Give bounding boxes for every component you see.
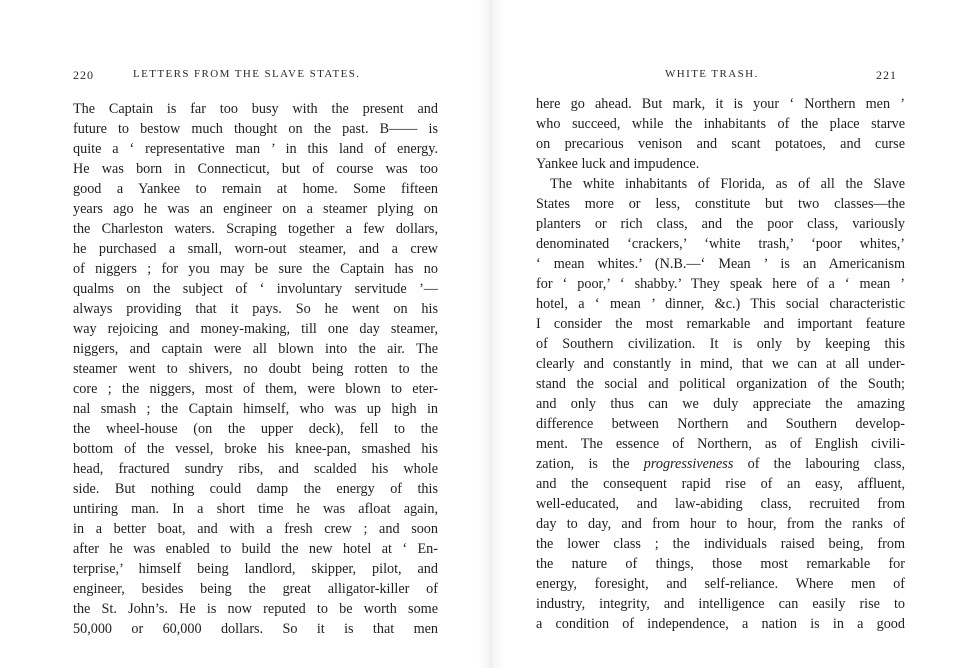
text-line: the nature of things, those most remarkable for: [536, 556, 905, 572]
text-line: he purchased a small, worn-out steamer, and a crew: [73, 241, 438, 257]
text-line: head, fractured sundry ribs, and scalded his whole: [73, 461, 438, 477]
right-running-head: WHITE TRASH.: [665, 68, 759, 80]
text-line: future to bestow much thought on the past. B—— is: [73, 121, 438, 137]
text-line: of Southern civilization. It is only by keeping this: [536, 336, 905, 352]
text-line: core ; the niggers, most of them, were blown to eter-: [73, 381, 438, 397]
text-line: clearly and constantly in mind, that we can at all under-: [536, 356, 905, 372]
right-page: [490, 0, 980, 668]
text-line: a condition of independence, a nation is in a good: [536, 616, 905, 632]
text-line: on precarious venison and scant potatoes, and curse: [536, 136, 905, 152]
text-line: qualms on the subject of ‘ involuntary servitude ’—: [73, 281, 438, 297]
text-line: of niggers ; for you may be sure the Captain has no: [73, 261, 438, 277]
text-line: after he was enabled to build the new hotel at ‘ En-: [73, 541, 438, 557]
text-line: the lower class ; the individuals raised being, from: [536, 536, 905, 552]
text-line: way rejoicing and money-making, till one day steamer,: [73, 321, 438, 337]
left-page-number: 220: [73, 68, 94, 82]
text-line: ment. The essence of Northern, as of English civili-: [536, 436, 905, 452]
left-running-head: LETTERS FROM THE SLAVE STATES.: [133, 68, 361, 80]
text-line: niggers, and captain were all blown into the air. The: [73, 341, 438, 357]
text-line: the Charleston waters. Scraping together a few dollars,: [73, 221, 438, 237]
right-page-body: [536, 94, 905, 634]
text-line: The Captain is far too busy with the present and: [73, 101, 438, 117]
text-line: untiring man. In a short time he was afloat again,: [73, 501, 438, 517]
text-line: in a better boat, and with a fresh crew ; and soon: [73, 521, 438, 537]
left-page-body: [73, 99, 438, 639]
text-line: bottom of the vessel, broke his knee-pan, smashed his: [73, 441, 438, 457]
text-line: who succeed, while the inhabitants of the place starve: [536, 116, 905, 132]
text-line: always providing that it pays. So he went on his: [73, 301, 438, 317]
text-line: difference between Northern and Southern develop-: [536, 416, 905, 432]
text-line: good a Yankee to remain at home. Some fifteen: [73, 181, 438, 197]
text-line: stand the social and political organization of the South;: [536, 376, 905, 392]
text-line: industry, integrity, and intelligence can easily rise to: [536, 596, 905, 612]
text-line: for ‘ poor,’ ‘ shabby.’ They speak here of a ‘ mean ’: [536, 276, 905, 292]
text-line: well-educated, and law-abiding class, recruited from: [536, 496, 905, 512]
text-line: day to day, and from hour to hour, from the ranks of: [536, 516, 905, 532]
text-line: [536, 454, 905, 474]
text-line: side. But nothing could damp the energy of this: [73, 481, 438, 497]
text-line: The white inhabitants of Florida, as of all the Slave: [550, 176, 905, 192]
text-segment: of the labouring class,: [733, 456, 906, 472]
text-line: and only thus can we duly appreciate the amazing: [536, 396, 905, 412]
text-line: steamer went to shivers, no doubt being rotten to the: [73, 361, 438, 377]
italic-word: progressiveness: [643, 456, 734, 472]
text-line: States more or less, constitute but two classes—the: [536, 196, 905, 212]
text-line: and the consequent rapid rise of an easy, affluent,: [536, 476, 905, 492]
right-page-number: 221: [876, 68, 897, 82]
text-line: I consider the most remarkable and important feature: [536, 316, 905, 332]
text-line: engineer, besides being the great alligator-killer of: [73, 581, 438, 597]
text-line: Yankee luck and impudence.: [536, 156, 700, 172]
text-line: ‘ mean whites.’ (N.B.—‘ Mean ’ is an Americanism: [536, 256, 905, 272]
text-line: here go ahead. But mark, it is your ‘ Northern men ’: [536, 96, 905, 112]
text-line: denominated ‘crackers,’ ‘white trash,’ ‘poor whites,’: [536, 236, 905, 252]
text-segment: zation, is the: [536, 456, 644, 472]
text-line: years ago he was an engineer on a steamer plying on: [73, 201, 438, 217]
text-line: the St. John’s. He is now reputed to be worth some: [73, 601, 438, 617]
text-line: nal smash ; the Captain himself, who was up high in: [73, 401, 438, 417]
text-line: energy, foresight, and self-reliance. Where men of: [536, 576, 905, 592]
text-line: He was born in Connecticut, but of course was too: [73, 161, 438, 177]
text-line: terprise,’ himself being landlord, skipper, pilot, and: [73, 561, 438, 577]
text-line: 50,000 or 60,000 dollars. So it is that men: [73, 621, 438, 637]
text-line: the wheel-house (on the upper deck), fell to the: [73, 421, 438, 437]
text-line: quite a ‘ representative man ’ in this land of energy.: [73, 141, 438, 157]
text-line: hotel, a ‘ mean ’ dinner, &c.) This social characteristic: [536, 296, 905, 312]
text-line: planters or rich class, and the poor class, variously: [536, 216, 905, 232]
